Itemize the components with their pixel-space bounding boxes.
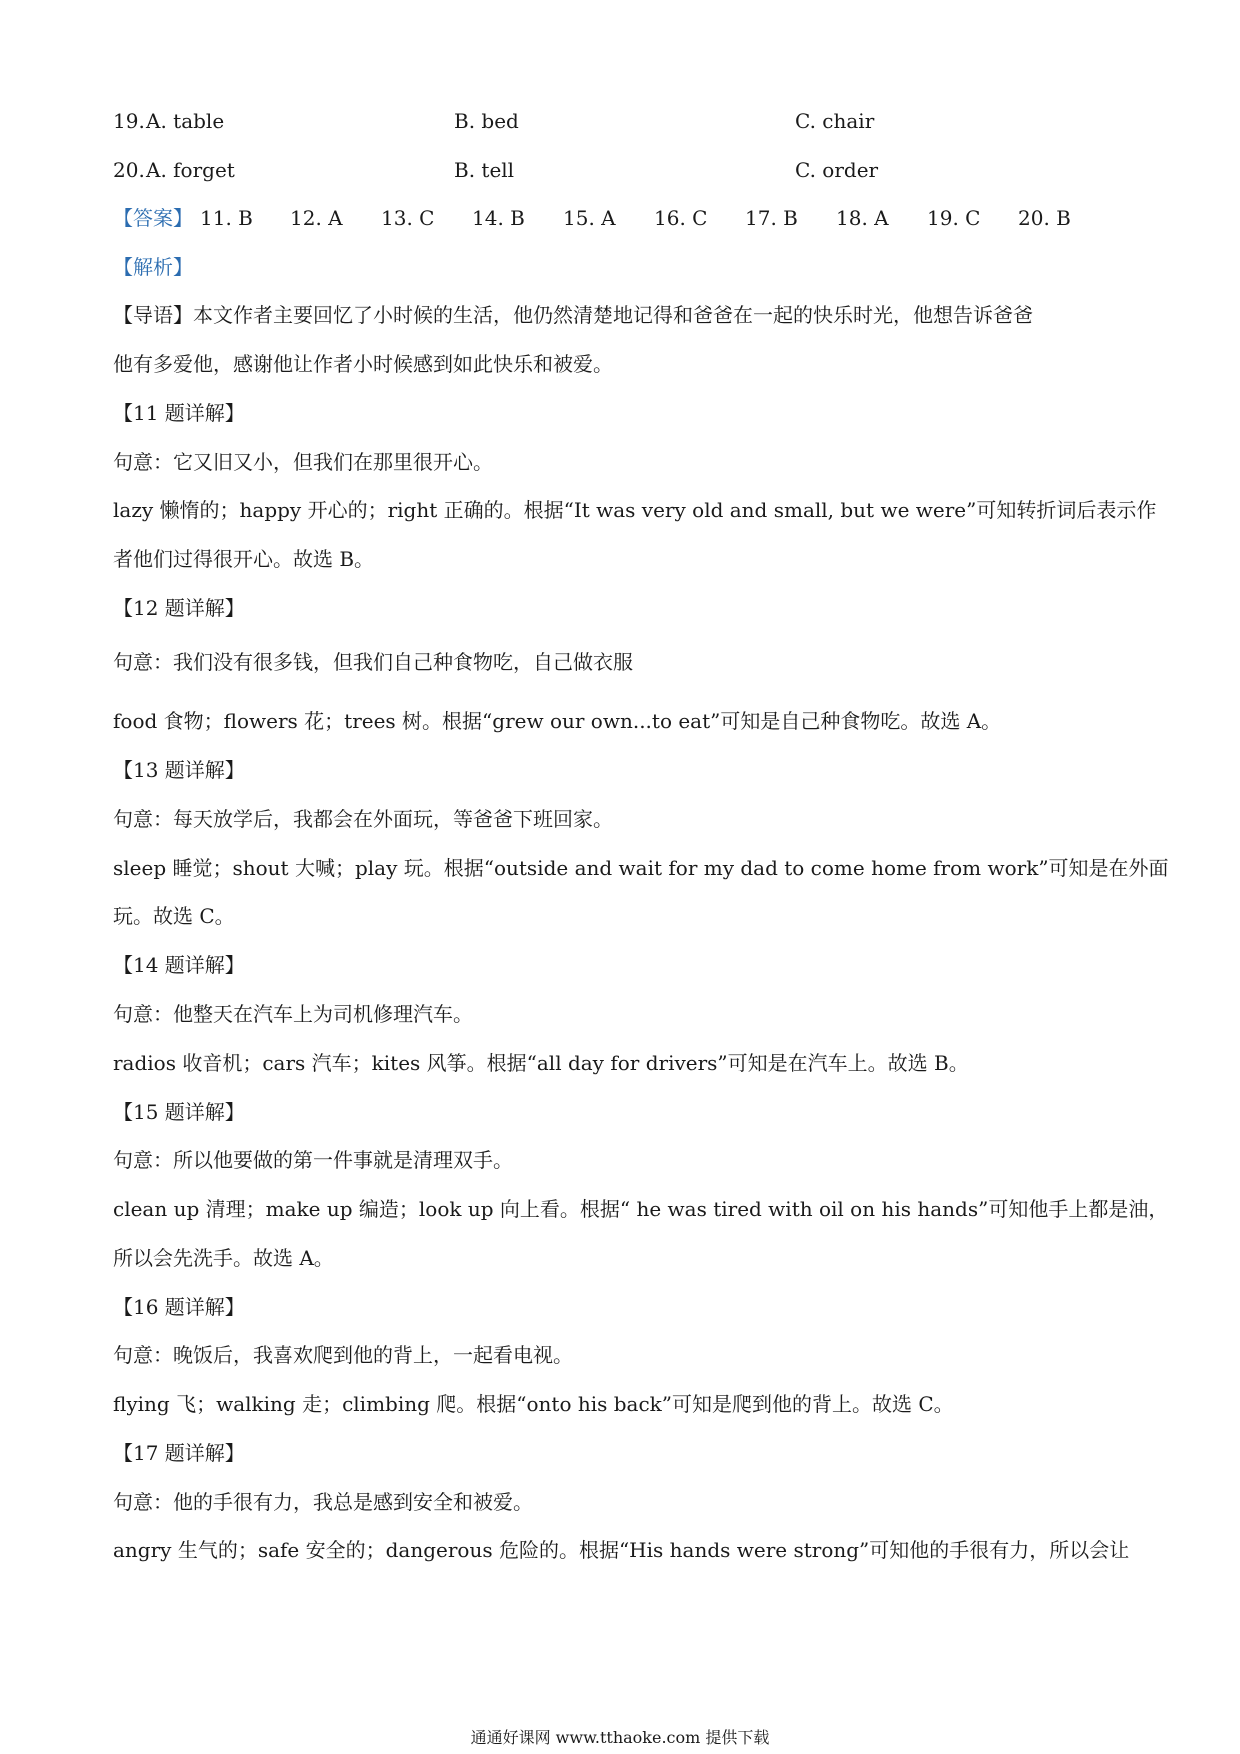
- text-line: 句意：所以他要做的第一件事就是清理双手。: [113, 1148, 513, 1172]
- text-line: 句意：我们没有很多钱，但我们自己种食物吃，自己做衣服: [113, 650, 633, 674]
- option-number: 19.: [113, 109, 145, 133]
- answer-label: 【答案】: [113, 206, 193, 230]
- option-c: C. order: [795, 158, 879, 182]
- text-line: 句意：每天放学后，我都会在外面玩，等爸爸下班回家。: [113, 807, 613, 831]
- analysis-label: 【解析】: [113, 255, 193, 279]
- text-line: 句意：他的手很有力，我总是感到安全和被爱。: [113, 1490, 533, 1514]
- answer-item: 17. B: [745, 206, 798, 230]
- option-number: 20.: [113, 158, 145, 182]
- answer-item: 18. A: [836, 206, 889, 230]
- text-line: 句意：他整天在汽车上为司机修理汽车。: [113, 1002, 473, 1026]
- answer-item: 19. C: [927, 206, 981, 230]
- option-b: B. bed: [454, 109, 519, 133]
- section-heading-11: 【11 题详解】: [113, 401, 245, 425]
- text-line: angry 生气的；safe 安全的；dangerous 危险的。根据“His hands were strong”可知他的手很有力，所以会让: [113, 1538, 1130, 1562]
- answer-item: 11. B: [200, 206, 253, 230]
- text-line: food 食物；flowers 花；trees 树。根据“grew our own...to eat”可知是自己种食物吃。故选 A。: [113, 709, 1002, 733]
- section-heading-16: 【16 题详解】: [113, 1295, 245, 1319]
- answer-item: 13. C: [381, 206, 435, 230]
- text-line: 玩。故选 C。: [113, 904, 235, 928]
- option-b: B. tell: [454, 158, 515, 182]
- answer-item: 14. B: [472, 206, 525, 230]
- page-footer: 通通好课网 www.tthaoke.com 提供下载: [470, 1728, 770, 1747]
- text-line: sleep 睡觉；shout 大喊；play 玩。根据“outside and wait for my dad to come home from work”可知是在外面: [113, 856, 1169, 880]
- text-line: clean up 清理；make up 编造；look up 向上看。根据“ he was tired with oil on his hands”可知他手上都是油，: [113, 1197, 1169, 1221]
- answer-item: 16. C: [654, 206, 708, 230]
- text-line: radios 收音机；cars 汽车；kites 风筝。根据“all day for drivers”可知是在汽车上。故选 B。: [113, 1051, 969, 1075]
- section-heading-15: 【15 题详解】: [113, 1100, 245, 1124]
- text-line: 者他们过得很开心。故选 B。: [113, 547, 375, 571]
- answer-item: 12. A: [290, 206, 343, 230]
- intro-line: 【导语】本文作者主要回忆了小时候的生活，他仍然清楚地记得和爸爸在一起的快乐时光，他想告诉爸爸: [113, 303, 1033, 327]
- section-heading-17: 【17 题详解】: [113, 1441, 245, 1465]
- section-heading-14: 【14 题详解】: [113, 953, 245, 977]
- option-a: A. table: [146, 109, 225, 133]
- section-heading-13: 【13 题详解】: [113, 758, 245, 782]
- answer-item: 15. A: [563, 206, 616, 230]
- answer-item: 20. B: [1018, 206, 1071, 230]
- section-heading-12: 【12 题详解】: [113, 596, 245, 620]
- option-c: C. chair: [795, 109, 875, 133]
- text-line: 句意：晚饭后，我喜欢爬到他的背上，一起看电视。: [113, 1343, 573, 1367]
- intro-line: 他有多爱他，感谢他让作者小时候感到如此快乐和被爱。: [113, 352, 613, 376]
- text-line: flying 飞；walking 走；climbing 爬。根据“onto his back”可知是爬到他的背上。故选 C。: [113, 1392, 954, 1416]
- option-a: A. forget: [146, 158, 235, 182]
- text-line: 句意：它又旧又小，但我们在那里很开心。: [113, 450, 493, 474]
- text-line: 所以会先洗手。故选 A。: [113, 1246, 334, 1270]
- text-line: lazy 懒惰的；happy 开心的；right 正确的。根据“It was very old and small, but we were”可知转折词后表示作: [113, 498, 1157, 522]
